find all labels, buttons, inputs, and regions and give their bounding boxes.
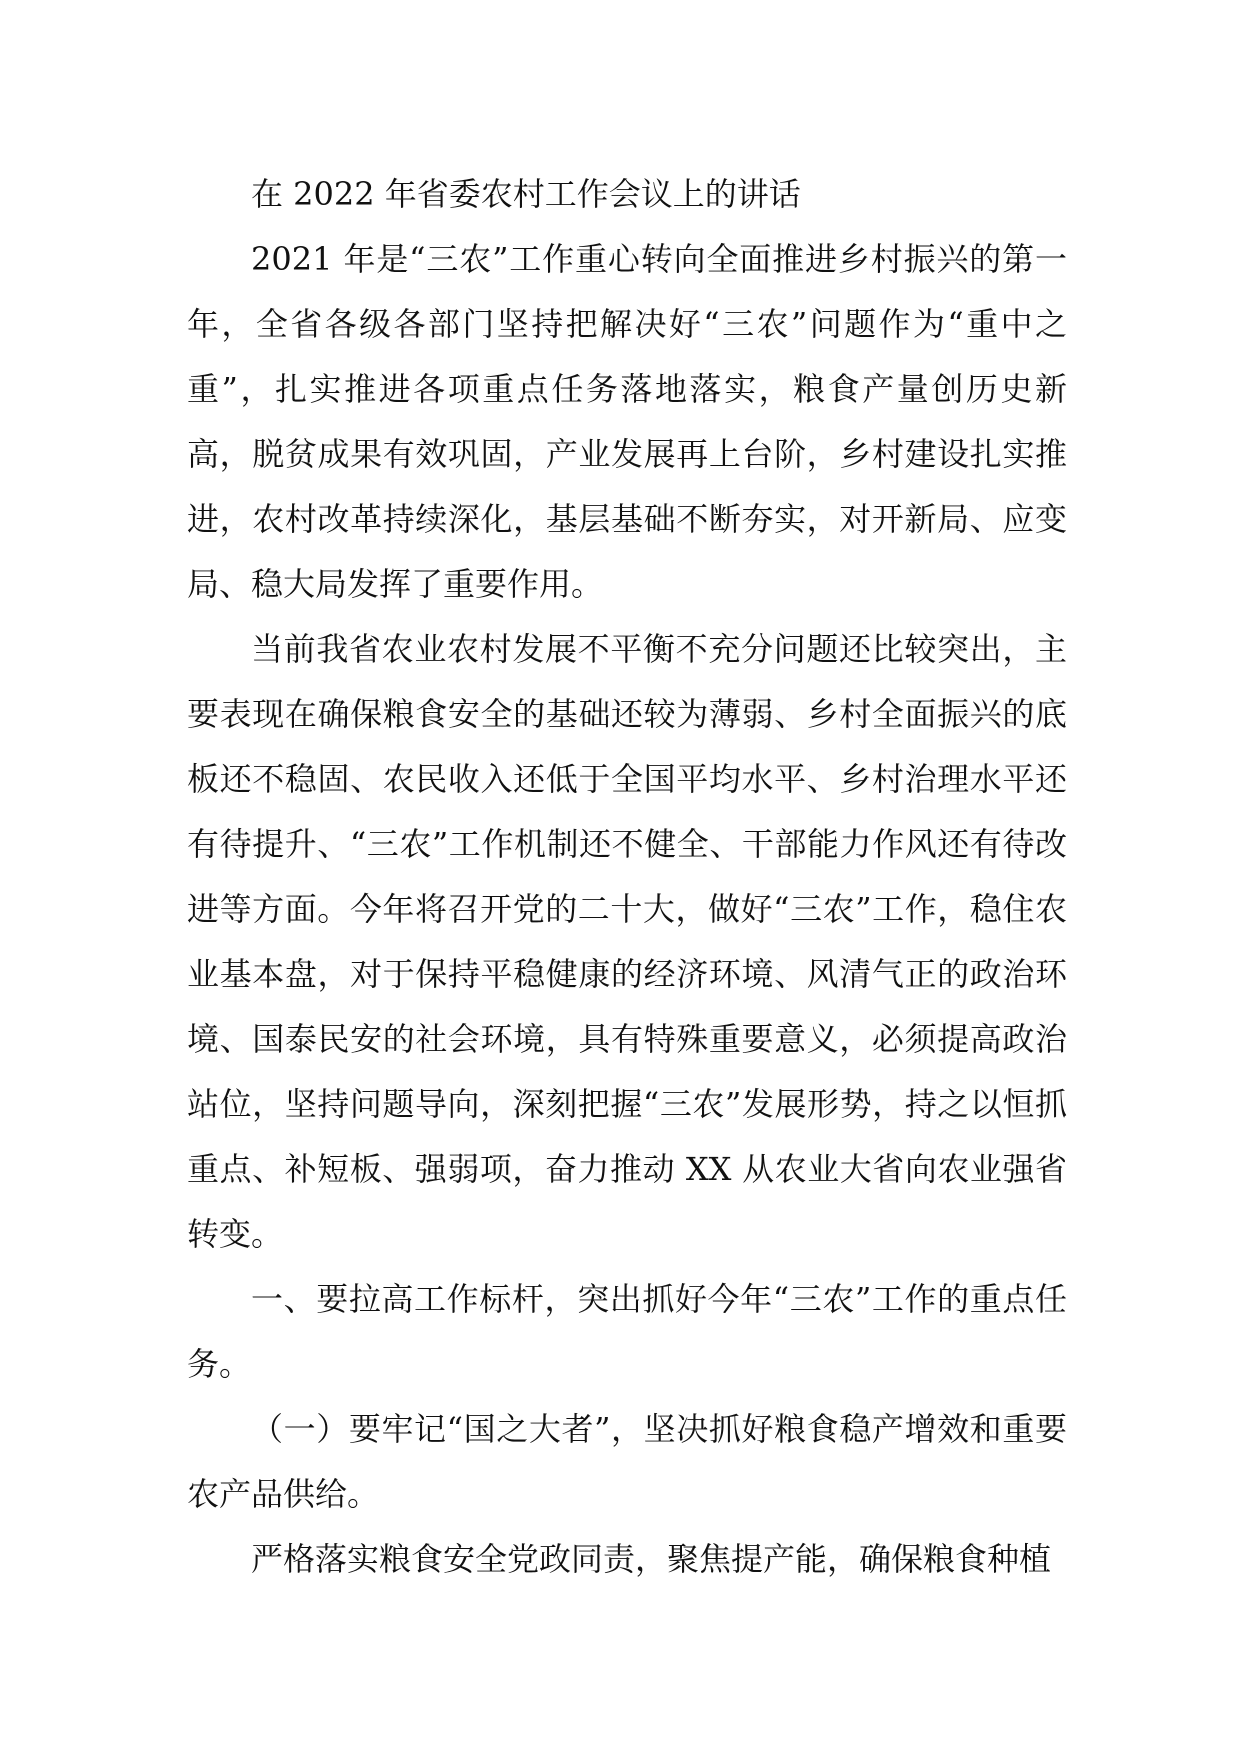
paragraph-current-situation: 当前我省农业农村发展不平衡不充分问题还比较突出，主要表现在确保粮食安全的基础还较为薄弱、乡村全面振兴的底板还不稳固、农民收入还低于全国平均水平、乡村治理水平还有待提升、“三农”工作机制还不健全、干部能力作风还有待改进等方面。今年将召开党的二十大，做好“三农”工作，稳住农业基本盘，对于保持平稳健康的经济环境、风清气正的政治环境、国泰民安的社会环境，具有特殊重要意义，必须提高政治站位，坚持问题导向，深刻把握“三农”发展形势，持之以恒抓重点、补短板、强弱项，奋力推动 XX 从农业大省向农业强省转变。 bbox=[187, 630, 1067, 1253]
subsection-heading-one: （一）要牢记“国之大者”，坚决抓好粮食稳产增效和重要农产品供给。 bbox=[187, 1410, 1067, 1513]
paragraph-intro: 2021 年是“三农”工作重心转向全面推进乡村振兴的第一年，全省各级各部门坚持把解决好“三农”问题作为“重中之重”，扎实推进各项重点任务落地落实，粮食产量创历史新高，脱贫成果有效巩固，产业发展再上台阶，乡村建设扎实推进，农村改革持续深化，基层基础不断夯实，对开新局、应变局、稳大局发挥了重要作用。 bbox=[187, 240, 1067, 603]
document-title: 在 2022 年省委农村工作会议上的讲话 bbox=[251, 175, 801, 213]
paragraph-grain-security: 严格落实粮食安全党政同责，聚焦提产能，确保粮食种植 bbox=[251, 1540, 1052, 1578]
section-heading-one: 一、要拉高工作标杆，突出抓好今年“三农”工作的重点任务。 bbox=[187, 1280, 1067, 1383]
document-body bbox=[187, 162, 1067, 1592]
